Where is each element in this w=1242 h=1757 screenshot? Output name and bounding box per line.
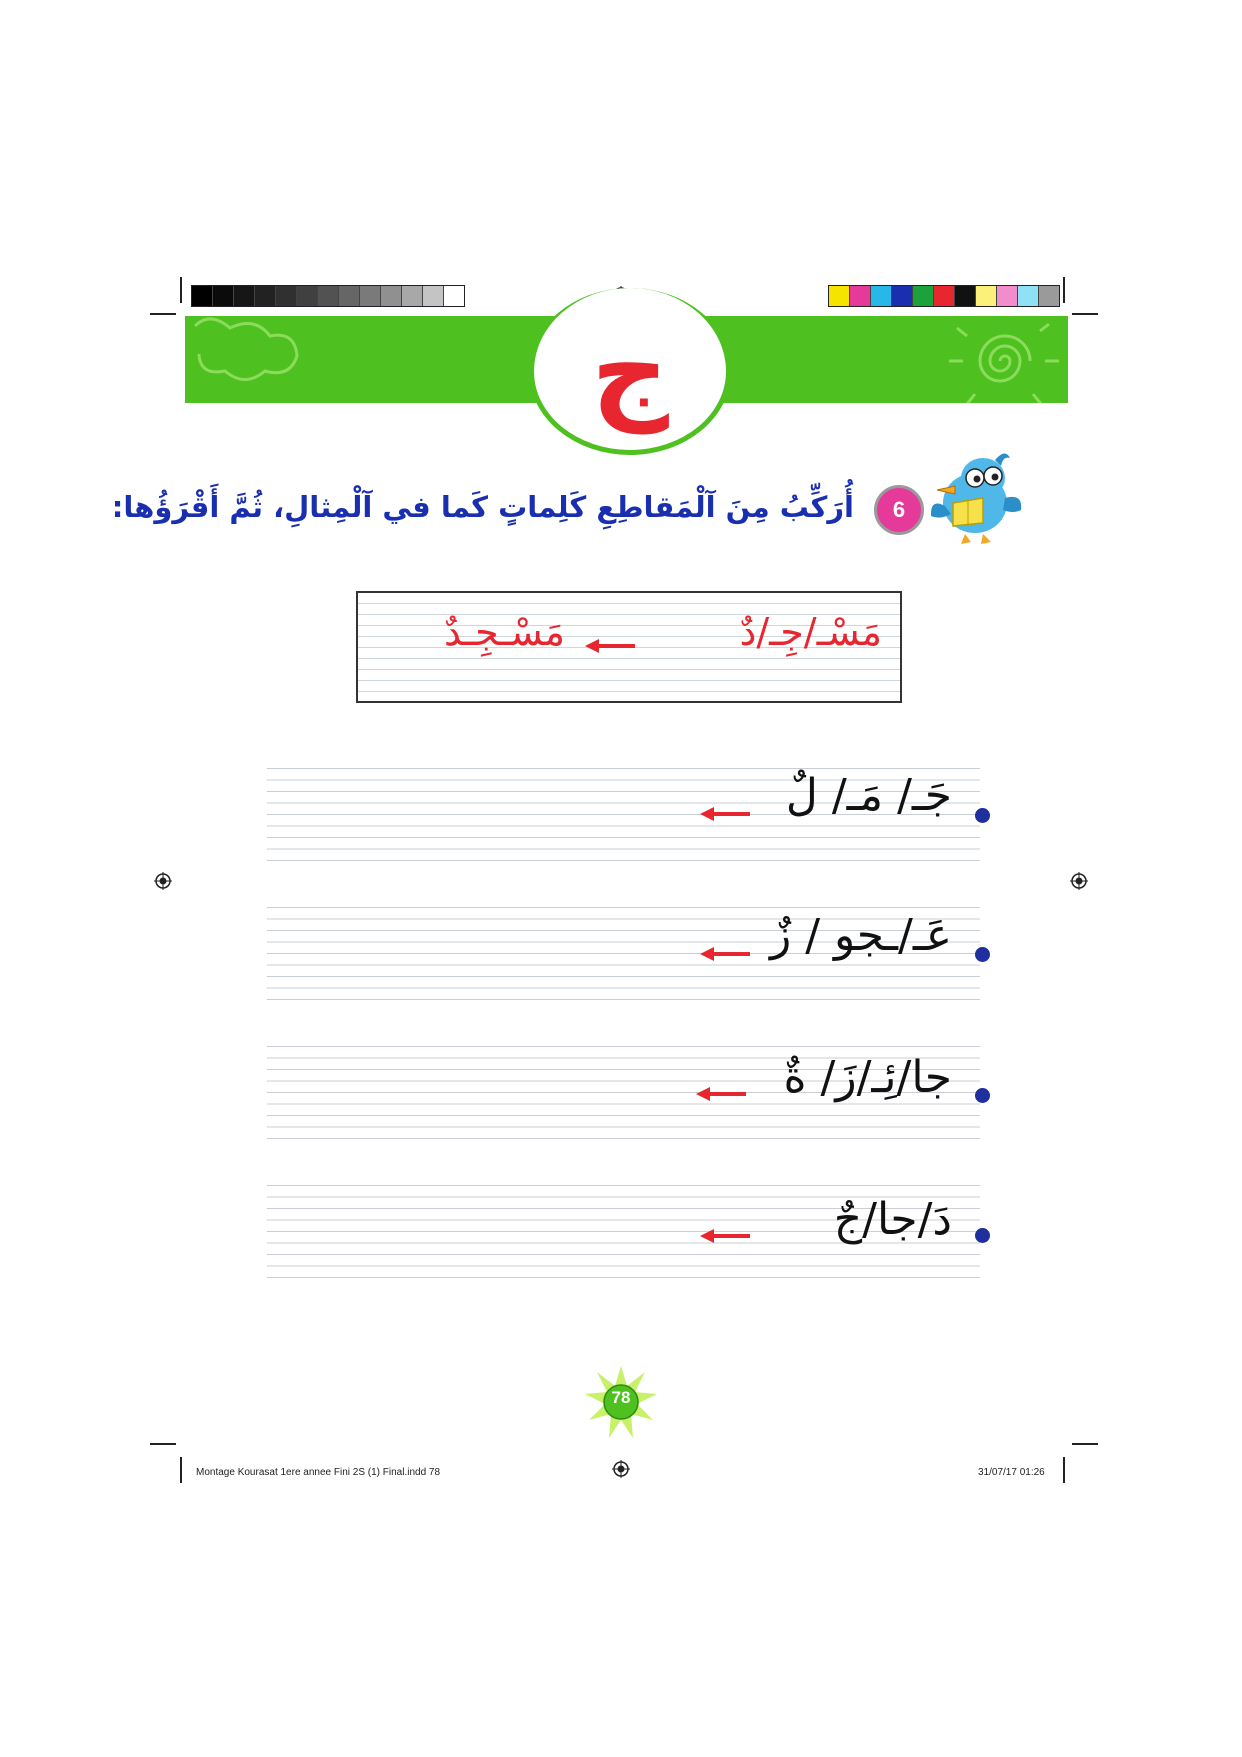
arrow-left-icon [700, 1228, 750, 1244]
arrow-left-icon [696, 1086, 746, 1102]
syllable-row-4: دَ/جا/جٌ [833, 1194, 952, 1245]
registration-mark-icon [1070, 872, 1088, 890]
arrow-left-icon [585, 638, 635, 654]
exercise-number-badge: 6 [874, 485, 924, 535]
crop-mark [180, 277, 182, 303]
featured-letter: ج [591, 309, 669, 434]
crop-mark [180, 1457, 182, 1483]
exercise-instruction: أُرَكِّبُ مِنَ آلْمَقاطِعِ كَلِماتٍ كَما في آلْمِثالِ، ثُمَّ أَقْرَؤُها: [111, 490, 854, 524]
footer-filename: Montage Kourasat 1ere annee Fini 2S (1) Final.indd 78 [196, 1467, 441, 1478]
example-word: مَسْـجِـدٌ [444, 610, 565, 654]
bullet-icon [975, 947, 990, 962]
crop-mark [150, 313, 176, 315]
crop-mark [150, 1443, 176, 1445]
syllable-row-2: عَـ/ـجو / زٌ [769, 910, 952, 961]
bullet-icon [975, 1228, 990, 1243]
cloud-decoration-icon [185, 316, 335, 403]
crop-mark [1072, 313, 1098, 315]
example-syllables: مَسْـ/جِـ/دٌ [739, 610, 882, 654]
crop-mark [1063, 277, 1065, 303]
arrow-left-icon [700, 806, 750, 822]
arrow-left-icon [700, 946, 750, 962]
color-calibration-bar [828, 285, 1060, 307]
footer-timestamp: 31/07/17 01:26 [978, 1467, 1045, 1478]
syllable-row-3: جا/ئِـ/زَ/ ةٌ [783, 1052, 952, 1103]
bullet-icon [975, 808, 990, 823]
registration-mark-icon [154, 872, 172, 890]
crop-mark [1072, 1443, 1098, 1445]
bullet-icon [975, 1088, 990, 1103]
syllable-row-1: جَـ/ مَـ/ لٌ [785, 770, 952, 821]
crop-mark [1063, 1457, 1065, 1483]
grayscale-calibration-bar [191, 285, 465, 307]
sun-spiral-decoration-icon [945, 316, 1065, 403]
registration-mark-icon [612, 1460, 630, 1478]
page-number: 78 [611, 1388, 631, 1407]
bird-mascot-icon [925, 448, 1025, 548]
